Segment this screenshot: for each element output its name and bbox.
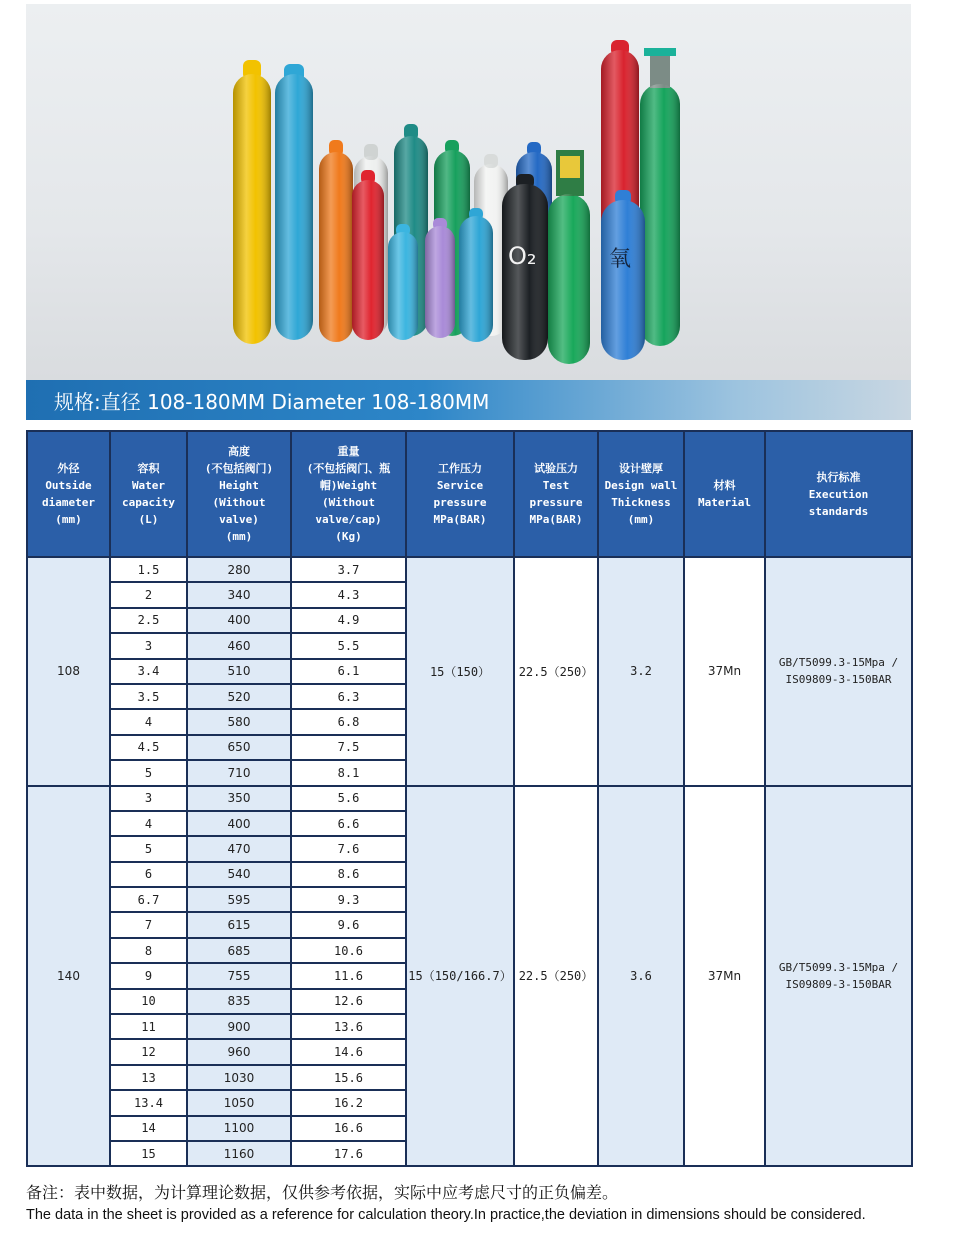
capacity-cell: 4 <box>110 811 187 836</box>
header-line: Outside <box>45 479 92 492</box>
header-line: (不包括阀门、瓶 <box>306 462 391 475</box>
spec-banner <box>26 380 911 420</box>
height-cell: 710 <box>187 760 291 785</box>
height-cell: 1160 <box>187 1141 291 1166</box>
cylinder-purple <box>425 218 455 338</box>
header-line: standards <box>808 504 869 518</box>
height-cell: 340 <box>187 582 291 607</box>
capacity-cell: 1.5 <box>110 557 187 582</box>
header-line: Height <box>219 479 259 492</box>
header-wall-thickness <box>598 431 684 557</box>
capacity-cell: 14 <box>110 1116 187 1141</box>
header-line: Test <box>542 479 570 492</box>
weight-cell: 7.6 <box>291 836 406 861</box>
material-cell: 37Mn <box>684 786 765 1167</box>
header-line: 工作压力 <box>438 462 482 475</box>
weight-cell: 14.6 <box>291 1039 406 1064</box>
service-pressure-cell: 15（150） <box>406 557 514 786</box>
weight-cell: 17.6 <box>291 1141 406 1166</box>
weight-cell: 4.9 <box>291 608 406 633</box>
header-line: 容积 <box>137 462 160 475</box>
header-weight <box>291 431 406 557</box>
weight-cell: 8.1 <box>291 760 406 785</box>
weight-cell: 16.2 <box>291 1090 406 1115</box>
capacity-cell: 5 <box>110 760 187 785</box>
height-cell: 650 <box>187 735 291 760</box>
capacity-cell: 3.5 <box>110 684 187 709</box>
cylinder-blue-oxygen <box>601 190 645 360</box>
header-line: 执行标准 <box>816 470 861 484</box>
cylinder-red-front <box>352 170 384 340</box>
height-cell: 520 <box>187 684 291 709</box>
footnote-chinese: 备注：表中数据，为计算理论数据，仅供参考依据，实际中应考虑尺寸的正负偏差。 <box>26 1185 619 1202</box>
header-line: MPa(BAR) <box>529 513 583 526</box>
weight-cell: 9.3 <box>291 887 406 912</box>
capacity-cell: 3 <box>110 633 187 658</box>
height-cell: 755 <box>187 963 291 988</box>
height-cell: 350 <box>187 786 291 811</box>
header-height <box>187 431 291 557</box>
height-cell: 540 <box>187 862 291 887</box>
weight-cell: 5.6 <box>291 786 406 811</box>
header-line: 外径 <box>57 462 80 475</box>
weight-cell: 6.1 <box>291 659 406 684</box>
standards-cell: GB/T5099.3-15Mpa / IS09809-3-150BAR <box>765 557 912 786</box>
table-row <box>27 786 912 811</box>
header-line: Service <box>436 479 484 492</box>
header-line: (Without <box>322 496 375 509</box>
service-pressure-cell: 15（150/166.7） <box>406 786 514 1167</box>
test-pressure-cell: 22.5（250） <box>514 557 598 786</box>
o2-label: O₂ <box>508 242 537 270</box>
height-cell: 1030 <box>187 1065 291 1090</box>
header-line: pressure <box>529 496 583 509</box>
capacity-cell: 2 <box>110 582 187 607</box>
weight-cell: 8.6 <box>291 862 406 887</box>
header-line: valve) <box>219 513 259 526</box>
weight-cell: 12.6 <box>291 989 406 1014</box>
header-line: Execution <box>808 487 869 501</box>
height-cell: 510 <box>187 659 291 684</box>
oxygen-label: 氧 <box>609 247 632 272</box>
weight-cell: 6.6 <box>291 811 406 836</box>
diameter-cell: 140 <box>27 786 110 1167</box>
header-line: Thickness <box>611 496 671 509</box>
header-line: (mm) <box>627 513 655 526</box>
weight-cell: 13.6 <box>291 1014 406 1039</box>
capacity-cell: 3.4 <box>110 659 187 684</box>
cylinder-yellow <box>233 60 271 344</box>
standards-cell: GB/T5099.3-15Mpa / IS09809-3-150BAR <box>765 786 912 1167</box>
table-header-row <box>27 431 912 557</box>
height-cell: 580 <box>187 709 291 734</box>
height-cell: 960 <box>187 1039 291 1064</box>
header-line: capacity <box>122 496 175 509</box>
test-pressure-cell: 22.5（250） <box>514 786 598 1167</box>
capacity-cell: 13 <box>110 1065 187 1090</box>
height-cell: 470 <box>187 836 291 861</box>
header-line: Water <box>131 479 166 492</box>
weight-cell: 3.7 <box>291 557 406 582</box>
capacity-cell: 5 <box>110 836 187 861</box>
capacity-cell: 2.5 <box>110 608 187 633</box>
header-line: Material <box>698 496 751 509</box>
footnote-english: The data in the sheet is provided as a reference for calculation theory.In practice,the deviation in dimensions should be considered. <box>26 1207 866 1223</box>
header-line: valve/cap) <box>315 513 382 526</box>
gas-cylinders-image <box>26 4 911 380</box>
table-row <box>27 557 912 582</box>
header-line: pressure <box>433 496 487 509</box>
height-cell: 685 <box>187 938 291 963</box>
header-line: 重量 <box>337 445 360 458</box>
height-cell: 400 <box>187 608 291 633</box>
height-cell: 460 <box>187 633 291 658</box>
header-service-pressure <box>406 431 514 557</box>
header-line: 试验压力 <box>534 462 578 475</box>
weight-cell: 9.6 <box>291 912 406 937</box>
header-water-capacity <box>110 431 187 557</box>
header-test-pressure <box>514 431 598 557</box>
cylinder-cyan-front <box>459 208 493 342</box>
height-cell: 400 <box>187 811 291 836</box>
header-line: (Without <box>212 496 266 509</box>
header-line: 帽)Weight <box>319 479 378 492</box>
header-line: Design wall <box>604 479 678 492</box>
header-line: (L) <box>138 513 159 526</box>
height-cell: 595 <box>187 887 291 912</box>
capacity-cell: 4.5 <box>110 735 187 760</box>
material-cell: 37Mn <box>684 557 765 786</box>
header-line: MPa(BAR) <box>433 513 487 526</box>
cylinder-green-tall <box>640 48 680 346</box>
capacity-cell: 15 <box>110 1141 187 1166</box>
weight-cell: 4.3 <box>291 582 406 607</box>
header-material <box>684 431 765 557</box>
cylinder-cyan-small <box>388 224 418 340</box>
spec-table <box>26 430 913 1167</box>
footnote <box>26 1183 926 1225</box>
capacity-cell: 12 <box>110 1039 187 1064</box>
header-line: (Kg) <box>335 530 362 543</box>
weight-cell: 16.6 <box>291 1116 406 1141</box>
weight-cell: 5.5 <box>291 633 406 658</box>
cylinder-cyan-tall <box>275 64 313 340</box>
capacity-cell: 10 <box>110 989 187 1014</box>
header-line: 材料 <box>713 479 736 492</box>
table-body <box>27 557 912 1166</box>
cylinder-green-front <box>548 150 590 364</box>
capacity-cell: 4 <box>110 709 187 734</box>
header-line: (mm) <box>55 513 82 526</box>
height-cell: 1100 <box>187 1116 291 1141</box>
height-cell: 1050 <box>187 1090 291 1115</box>
capacity-cell: 11 <box>110 1014 187 1039</box>
header-line: 高度 <box>228 445 250 458</box>
header-line: diameter <box>42 496 95 509</box>
capacity-cell: 6 <box>110 862 187 887</box>
header-line: (mm) <box>225 530 253 543</box>
header-line: (不包括阀门) <box>204 462 274 475</box>
banner-title: 规格:直径 108-180MM Diameter 108-180MM <box>54 390 490 414</box>
capacity-cell: 3 <box>110 786 187 811</box>
height-cell: 900 <box>187 1014 291 1039</box>
weight-cell: 11.6 <box>291 963 406 988</box>
cylinder-orange <box>319 140 353 342</box>
capacity-cell: 8 <box>110 938 187 963</box>
weight-cell: 6.3 <box>291 684 406 709</box>
height-cell: 615 <box>187 912 291 937</box>
wall-thickness-cell: 3.2 <box>598 557 684 786</box>
header-line: 设计壁厚 <box>619 462 663 475</box>
diameter-cell: 108 <box>27 557 110 786</box>
weight-cell: 6.8 <box>291 709 406 734</box>
cylinder-black-o2 <box>502 174 548 360</box>
cylinder-photo <box>26 4 911 380</box>
header-outside-diameter <box>27 431 110 557</box>
capacity-cell: 6.7 <box>110 887 187 912</box>
header-execution-standards <box>765 431 912 557</box>
height-cell: 835 <box>187 989 291 1014</box>
capacity-cell: 13.4 <box>110 1090 187 1115</box>
weight-cell: 10.6 <box>291 938 406 963</box>
wall-thickness-cell: 3.6 <box>598 786 684 1167</box>
capacity-cell: 7 <box>110 912 187 937</box>
height-cell: 280 <box>187 557 291 582</box>
weight-cell: 15.6 <box>291 1065 406 1090</box>
capacity-cell: 9 <box>110 963 187 988</box>
weight-cell: 7.5 <box>291 735 406 760</box>
